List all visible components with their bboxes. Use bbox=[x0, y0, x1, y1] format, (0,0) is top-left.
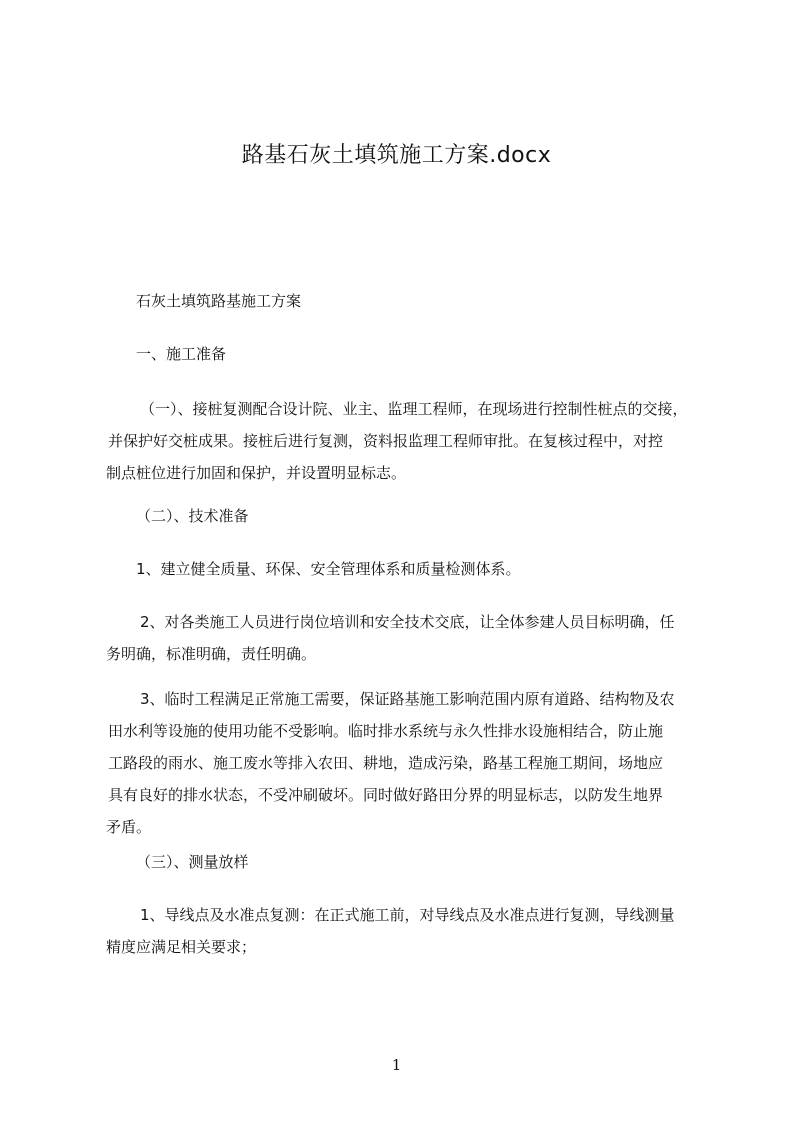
document-heading: 石灰土填筑路基施工方案 bbox=[136, 292, 302, 310]
paragraph-line: 2、对各类施工人员进行岗位培训和安全技术交底，让全体参建人员目标明确，任 bbox=[140, 613, 675, 631]
paragraph-line: 1、导线点及水准点复测：在正式施工前，对导线点及水准点进行复测，导线测量 bbox=[140, 906, 675, 924]
page-number: 1 bbox=[391, 1056, 402, 1074]
paragraph-line: 制点桩位进行加固和保护，并设置明显标志。 bbox=[106, 464, 407, 482]
paragraph-line: （一）、接桩复测配合设计院、业主、监理工程师，在现场进行控制性桩点的交接， bbox=[140, 400, 688, 418]
paragraph-line: 务明确，标准明确，责任明确。 bbox=[106, 645, 317, 663]
subsection-survey-setting-out: （三）、测量放样 bbox=[136, 853, 249, 871]
document-title: 路基石灰土填筑施工方案.docx bbox=[241, 143, 552, 168]
paragraph-stake-handover bbox=[106, 393, 688, 489]
list-item-control-point-survey bbox=[106, 899, 675, 963]
list-item-quality-system: 1、建立健全质量、环保、安全管理体系和质量检测体系。 bbox=[136, 560, 521, 578]
list-item-temporary-works bbox=[106, 683, 675, 843]
section-heading-preparation: 一、施工准备 bbox=[136, 345, 227, 363]
list-item-training bbox=[106, 606, 675, 670]
subsection-technical-preparation: （二）、技术准备 bbox=[136, 507, 249, 525]
paragraph-line: 田水利等设施的使用功能不受影响。临时排水系统与永久性排水设施相结合，防止施 bbox=[108, 722, 664, 740]
paragraph-line: 工路段的雨水、施工废水等排入农田、耕地，造成污染，路基工程施工期间，场地应 bbox=[108, 754, 664, 772]
paragraph-line: 精度应满足相关要求； bbox=[106, 938, 257, 956]
paragraph-line: 矛盾。 bbox=[106, 818, 152, 836]
paragraph-line: 并保护好交桩成果。接桩后进行复测，资料报监理工程师审批。在复核过程中，对控 bbox=[108, 432, 664, 450]
paragraph-line: 3、临时工程满足正常施工需要，保证路基施工影响范围内原有道路、结构物及农 bbox=[140, 690, 675, 708]
paragraph-line: 具有良好的排水状态，不受冲刷破坏。同时做好路田分界的明显标志，以防发生地界 bbox=[108, 786, 664, 804]
